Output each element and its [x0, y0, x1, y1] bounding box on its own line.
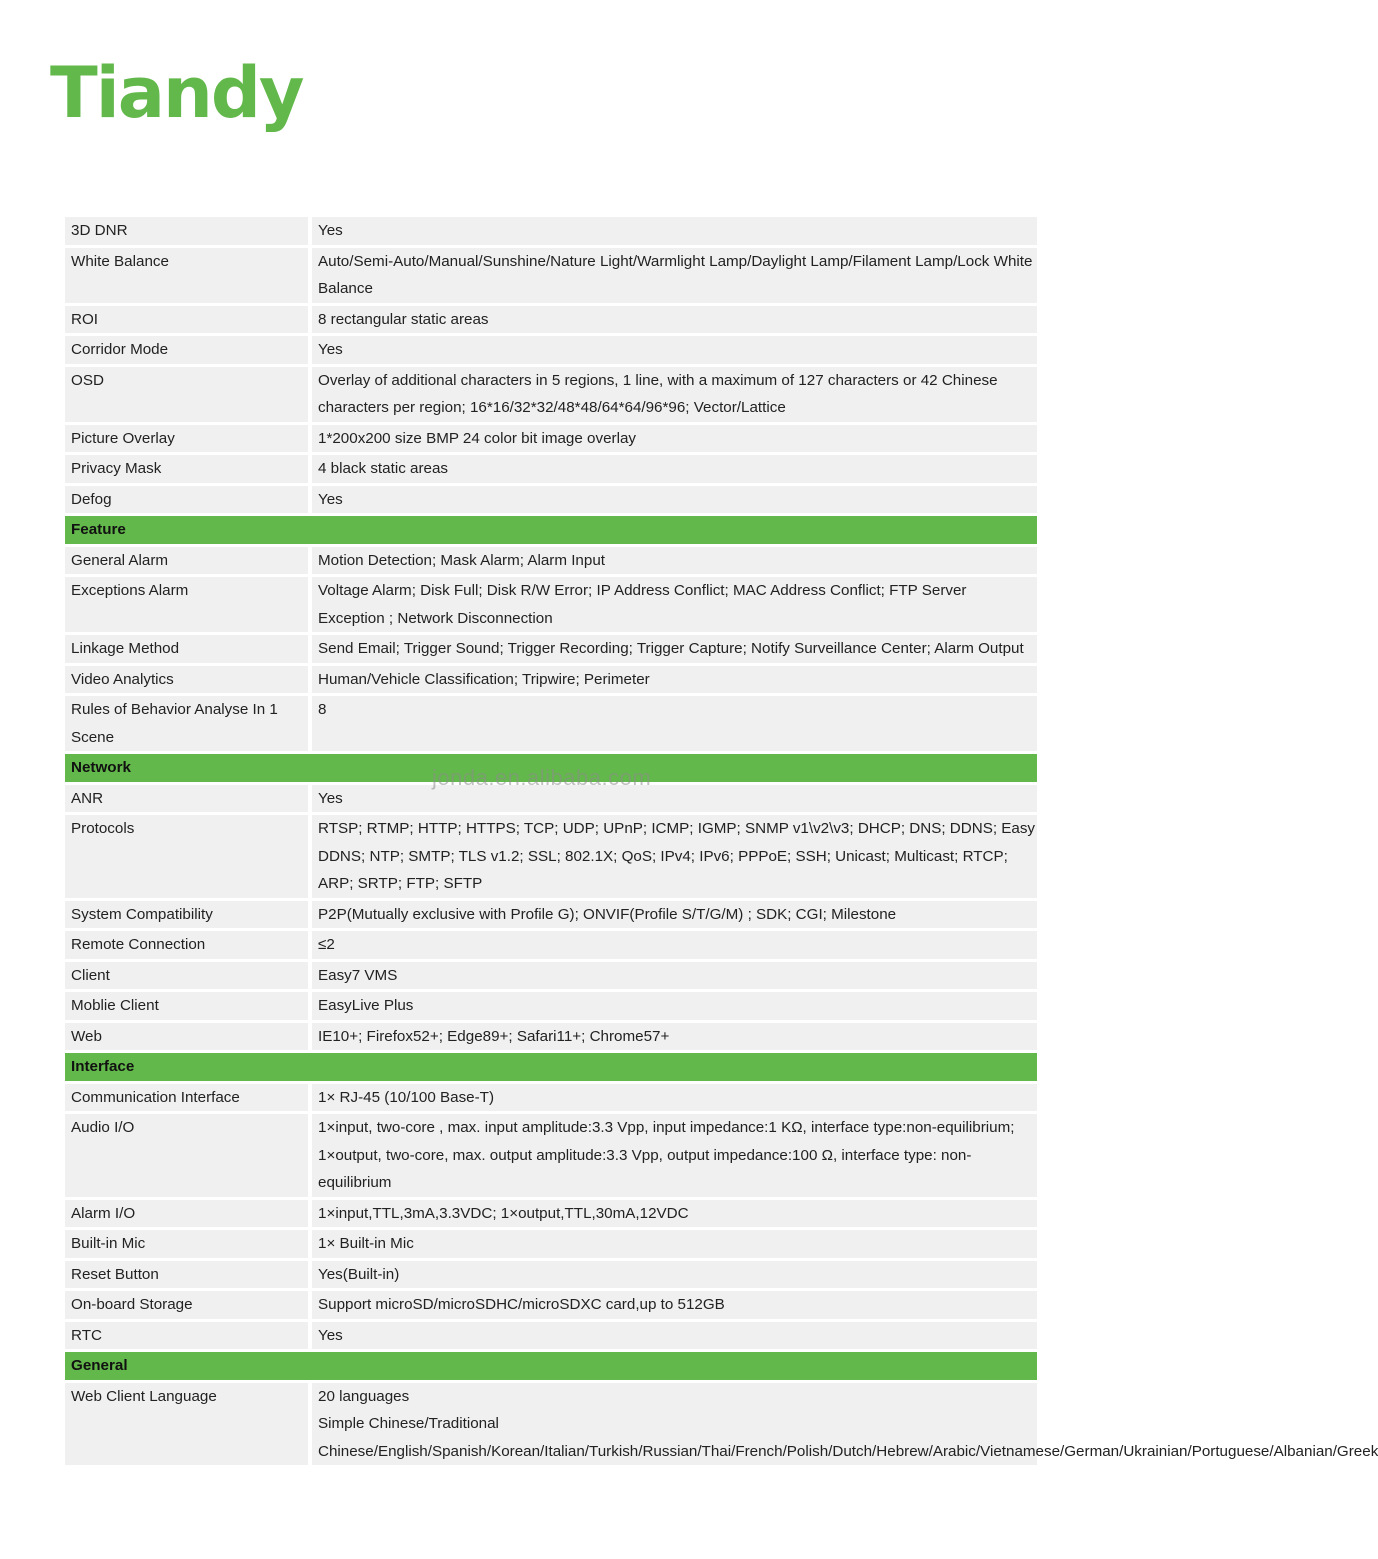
spec-value: RTSP; RTMP; HTTP; HTTPS; TCP; UDP; UPnP; ICMP; IGMP; SNMP v1\v2\v3; DHCP; DNS; DDNS; Easy DDNS; NTP; SMTP; TLS v1.2; SSL; 802.1X; QoS; IPv4; IPv6; PPPoE; SSH; Unicast; Multicast; RTCP; ARP; SRTP; FTP; SFTP: [312, 815, 1037, 898]
section-title: Network: [65, 754, 1037, 782]
spec-value: P2P(Mutually exclusive with Profile G); ONVIF(Profile S/T/G/M) ; SDK; CGI; Milestone: [312, 901, 1037, 929]
spec-value: Yes: [312, 217, 1037, 245]
watermark: jonda.en.alibaba.com: [432, 765, 652, 790]
spec-value: ≤2: [312, 931, 1037, 959]
spec-value: Send Email; Trigger Sound; Trigger Recording; Trigger Capture; Notify Surveillance Center; Alarm Output: [312, 635, 1037, 663]
spec-value: 1× RJ-45 (10/100 Base-T): [312, 1084, 1037, 1112]
spec-label: OSD: [65, 367, 312, 422]
spec-row: [65, 248, 1037, 303]
spec-row: [65, 992, 1037, 1020]
spec-row: [65, 1383, 1037, 1466]
section-title: Interface: [65, 1053, 1037, 1081]
spec-label: General Alarm: [65, 547, 312, 575]
spec-label: Web Client Language: [65, 1383, 312, 1466]
spec-label: Exceptions Alarm: [65, 577, 312, 632]
spec-value: 4 black static areas: [312, 455, 1037, 483]
spec-label: Corridor Mode: [65, 336, 312, 364]
spec-value: 1×input,TTL,3mA,3.3VDC; 1×output,TTL,30mA,12VDC: [312, 1200, 1037, 1228]
section-header: [65, 516, 1037, 544]
spec-label: Protocols: [65, 815, 312, 898]
spec-value: Yes: [312, 1322, 1037, 1350]
spec-label: Moblie Client: [65, 992, 312, 1020]
spec-label: Linkage Method: [65, 635, 312, 663]
spec-value: Overlay of additional characters in 5 regions, 1 line, with a maximum of 127 characters or 42 Chinese characters per region; 16*16/32*32/48*48/64*64/96*96; Vector/Lattice: [312, 367, 1037, 422]
spec-label: ROI: [65, 306, 312, 334]
spec-row: [65, 455, 1037, 483]
spec-table: [65, 214, 1378, 1468]
spec-value: Motion Detection; Mask Alarm; Alarm Input: [312, 547, 1037, 575]
spec-value: Yes: [312, 486, 1037, 514]
spec-row: [65, 962, 1037, 990]
section-title: Feature: [65, 516, 1037, 544]
spec-value: 1×input, two-core , max. input amplitude:3.3 Vpp, input impedance:1 KΩ, interface type:non-equilibrium; 1×output, two-core, max. output amplitude:3.3 Vpp, output impedance:100 Ω, interface type: non-equilibrium: [312, 1114, 1037, 1197]
spec-row: [65, 931, 1037, 959]
spec-label: On-board Storage: [65, 1291, 312, 1319]
spec-value: 1× Built-in Mic: [312, 1230, 1037, 1258]
section-header: [65, 1352, 1037, 1380]
spec-row: [65, 1023, 1037, 1051]
spec-label: System Compatibility: [65, 901, 312, 929]
spec-label: RTC: [65, 1322, 312, 1350]
spec-row: [65, 815, 1037, 898]
spec-row: [65, 1230, 1037, 1258]
spec-value: 20 languages Simple Chinese/Traditional Chinese/English/Spanish/Korean/Italian/Turkish/Russian/Thai/French/Polish/Dutch/Hebrew/Arabic/Vietnamese/German/Ukrainian/Portuguese/Albanian/Greek: [312, 1383, 1037, 1466]
spec-value: Yes: [312, 336, 1037, 364]
spec-row: [65, 547, 1037, 575]
spec-value: EasyLive Plus: [312, 992, 1037, 1020]
spec-row: [65, 635, 1037, 663]
spec-row: [65, 577, 1037, 632]
spec-value: Human/Vehicle Classification; Tripwire; Perimeter: [312, 666, 1037, 694]
spec-label: Defog: [65, 486, 312, 514]
spec-value: Yes: [312, 785, 1037, 813]
spec-row: [65, 306, 1037, 334]
spec-value: Voltage Alarm; Disk Full; Disk R/W Error; IP Address Conflict; MAC Address Conflict; FTP Server Exception ; Network Disconnection: [312, 577, 1037, 632]
spec-label: Reset Button: [65, 1261, 312, 1289]
spec-label: Built-in Mic: [65, 1230, 312, 1258]
spec-row: [65, 1261, 1037, 1289]
spec-row: [65, 1291, 1037, 1319]
spec-label: Video Analytics: [65, 666, 312, 694]
spec-label: 3D DNR: [65, 217, 312, 245]
spec-row: [65, 486, 1037, 514]
spec-label: Communication Interface: [65, 1084, 312, 1112]
spec-row: [65, 666, 1037, 694]
spec-row: [65, 1200, 1037, 1228]
spec-row: [65, 901, 1037, 929]
spec-row: [65, 367, 1037, 422]
spec-label: ANR: [65, 785, 312, 813]
spec-label: Alarm I/O: [65, 1200, 312, 1228]
spec-label: White Balance: [65, 248, 312, 303]
spec-value: Support microSD/microSDHC/microSDXC card,up to 512GB: [312, 1291, 1037, 1319]
brand-logo: Tiandy: [50, 52, 303, 134]
spec-row: [65, 1322, 1037, 1350]
spec-value: Easy7 VMS: [312, 962, 1037, 990]
spec-value: 1*200x200 size BMP 24 color bit image overlay: [312, 425, 1037, 453]
section-title: General: [65, 1352, 1037, 1380]
spec-row: [65, 696, 1037, 751]
spec-label: Remote Connection: [65, 931, 312, 959]
spec-table-body: [65, 217, 1378, 1465]
spec-row: [65, 217, 1037, 245]
spec-value: 8 rectangular static areas: [312, 306, 1037, 334]
section-header: [65, 1053, 1037, 1081]
spec-value: Auto/Semi-Auto/Manual/Sunshine/Nature Light/Warmlight Lamp/Daylight Lamp/Filament Lamp/Lock White Balance: [312, 248, 1037, 303]
spec-label: Privacy Mask: [65, 455, 312, 483]
spec-label: Rules of Behavior Analyse In 1 Scene: [65, 696, 312, 751]
spec-label: Audio I/O: [65, 1114, 312, 1197]
spec-row: [65, 425, 1037, 453]
spec-value: 8: [312, 696, 1037, 751]
spec-row: [65, 1114, 1037, 1197]
spec-label: Picture Overlay: [65, 425, 312, 453]
spec-label: Client: [65, 962, 312, 990]
spec-value: Yes(Built-in): [312, 1261, 1037, 1289]
spec-value: IE10+; Firefox52+; Edge89+; Safari11+; Chrome57+: [312, 1023, 1037, 1051]
spec-label: Web: [65, 1023, 312, 1051]
spec-row: [65, 336, 1037, 364]
spec-row: [65, 1084, 1037, 1112]
